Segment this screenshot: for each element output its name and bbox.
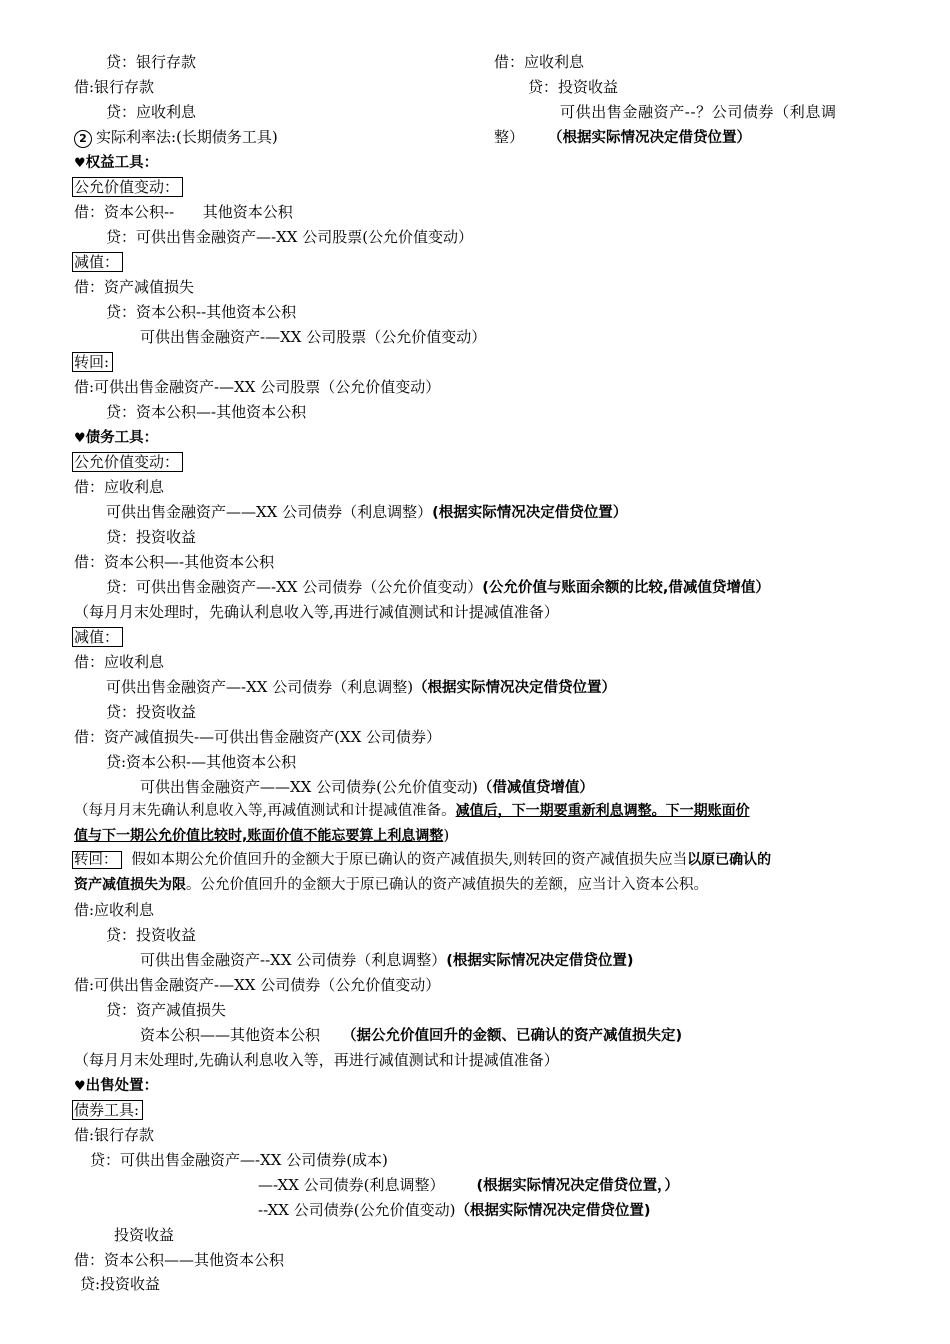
text-span: ) xyxy=(443,826,450,844)
bold-note: （根据实际情况决定借贷位置） xyxy=(413,680,617,696)
text-span: 可供出售金融资产--XX 公司债券（利息调整） xyxy=(140,951,447,969)
label-box: 债券工具: xyxy=(72,1100,143,1120)
text-line xyxy=(494,127,751,148)
text-line: 借:可供出售金融资产-—XX 公司债券（公允价值变动） xyxy=(74,976,441,994)
text-span: 假如本期公允价值回升的金额大于原已确认的资产减值损失,则转回的资产减值损失应当 xyxy=(131,852,688,868)
text-line xyxy=(74,875,708,895)
text-line: （每月月末处理时，先确认利息收入等,再进行减值测试和计提减值准备） xyxy=(74,603,559,621)
boxed-label xyxy=(72,1100,143,1120)
text-line xyxy=(140,950,634,971)
text-line xyxy=(140,1025,682,1046)
label-box: 转回： xyxy=(72,851,122,869)
text-line: 投资收益 xyxy=(114,1226,175,1244)
text-line xyxy=(106,577,770,598)
text-span: —-XX 公司债券(利息调整） xyxy=(258,1176,445,1194)
section-heading xyxy=(74,1075,158,1097)
text-span: 可供出售金融资产—-XX 公司债券（利息调整) xyxy=(106,678,414,696)
boxed-label xyxy=(72,252,123,272)
label-box: 转回: xyxy=(72,352,113,372)
label-box: 减值： xyxy=(72,252,123,272)
text-line xyxy=(106,677,616,698)
text-line: （每月月末处理时,先确认利息收入等，再进行减值测试和计提减值准备） xyxy=(74,1051,559,1069)
text-line xyxy=(258,1200,651,1221)
text-line: 贷：资本公积—-其他资本公积 xyxy=(106,403,307,421)
bold-note: 以原已确认的 xyxy=(687,852,772,868)
text-span: 贷：可供出售金融资产—-XX 公司债券（公允价值变动） xyxy=(106,578,483,596)
text-line: 贷：投资收益 xyxy=(106,703,197,721)
text-line: 贷：投资收益 xyxy=(106,926,197,944)
text-line: 贷：资产减值损失 xyxy=(106,1001,227,1019)
label-box: 公允价值变动： xyxy=(72,177,183,197)
text-span: 可供出售金融资产——XX 公司债券(公允价值变动) xyxy=(140,778,478,796)
boxed-label xyxy=(72,452,183,472)
text-line xyxy=(74,127,278,148)
text-line xyxy=(72,850,771,870)
text-line: 借：应收利息 xyxy=(74,653,165,671)
heart-icon: ♥ xyxy=(74,156,86,171)
text-line: 贷：可供出售金融资产—-XX 公司债券(成本) xyxy=(90,1151,388,1169)
text-line: 贷:资本公积-—其他资本公积 xyxy=(106,753,297,771)
section-heading xyxy=(74,152,158,174)
text-line: 贷：投资收益 xyxy=(106,528,197,546)
heading-text: 出售处置： xyxy=(85,1078,159,1094)
bold-note: 资产减值损失为限 xyxy=(74,877,186,893)
text-line: 可供出售金融资产-—XX 公司股票（公允价值变动） xyxy=(140,328,487,346)
text-line: 贷：投资收益 xyxy=(528,78,619,96)
bold-note: 减值后，下一期要重新利息调整。下一期账面价 xyxy=(455,803,750,819)
label-box: 公允价值变动： xyxy=(72,452,183,472)
heart-icon: ♥ xyxy=(74,1079,86,1094)
text-line xyxy=(74,825,449,846)
boxed-label xyxy=(72,177,183,197)
text-line: 贷：银行存款 xyxy=(106,53,197,71)
text-line: 贷：可供出售金融资产—-XX 公司股票(公允价值变动） xyxy=(106,228,474,246)
text-span: （每月月末先确认利息收入等,再减值测试和计提减值准备。 xyxy=(74,803,456,819)
text-line: 借：应收利息 xyxy=(494,53,585,71)
bold-note: （根据实际情况决定借贷位置) xyxy=(455,1203,651,1219)
text-span: 资本公积——其他资本公积 xyxy=(140,1026,321,1044)
bold-note: (根据实际情况决定借贷位置） xyxy=(432,505,628,521)
boxed-label xyxy=(72,627,123,647)
text-line: 借：应收利息 xyxy=(74,478,165,496)
heading-text: 权益工具： xyxy=(85,155,159,171)
text-line: 借:可供出售金融资产-—XX 公司股票（公允价值变动） xyxy=(74,378,441,396)
bold-note: （据公允价值回升的金额、已确认的资产减值损失定) xyxy=(342,1028,683,1044)
text-line: 可供出售金融资产--？公司债券（利息调 xyxy=(560,103,837,121)
text-line: 借：资本公积——其他资本公积 xyxy=(74,1251,285,1269)
boxed-label xyxy=(72,352,113,372)
circled-number: 2 xyxy=(74,130,92,148)
text-line xyxy=(140,777,594,798)
text-line: 贷：应收利息 xyxy=(106,103,197,121)
text-span: 。公允价值回升的金额大于原已确认的资产减值损失的差额，应当计入资本公积。 xyxy=(186,877,708,893)
text-line: 借:银行存款 xyxy=(74,1126,155,1144)
text-span: 整） xyxy=(494,128,525,146)
bold-note: 值与下一期公允价值比较时,账面价值不能忘要算上利息调整 xyxy=(74,828,444,844)
text-span: 实际利率法:(长期债务工具) xyxy=(96,128,278,146)
bold-note: (根据实际情况决定借贷位置，） xyxy=(476,1178,679,1194)
label-box: 减值： xyxy=(72,627,123,647)
heading-text: 债务工具： xyxy=(85,430,159,446)
text-line: 借：资本公积-- 其他资本公积 xyxy=(74,203,293,221)
text-line: 贷：资本公积--其他资本公积 xyxy=(106,303,297,321)
section-heading xyxy=(74,427,158,449)
bold-note: （借减值贷增值） xyxy=(477,780,594,796)
text-line xyxy=(106,502,627,523)
text-line: 借:银行存款 xyxy=(74,78,155,96)
text-line: 借：资产减值损失-—可供出售金融资产(XX 公司债券） xyxy=(74,728,442,746)
text-line: 借：资本公积—-其他资本公积 xyxy=(74,553,275,571)
bold-note: (根据实际情况决定借贷位置) xyxy=(446,953,634,969)
text-span: --XX 公司债券(公允价值变动) xyxy=(258,1201,456,1219)
bold-note: （根据实际情况决定借贷位置） xyxy=(548,130,752,146)
text-line: 借：资产减值损失 xyxy=(74,278,195,296)
text-line: 借:应收利息 xyxy=(74,901,155,919)
text-line xyxy=(258,1175,679,1196)
text-line: 贷:投资收益 xyxy=(80,1275,161,1293)
heart-icon: ♥ xyxy=(74,431,86,446)
bold-note: (公允价值与账面余额的比较,借减值贷增值） xyxy=(482,580,770,596)
text-line xyxy=(74,801,750,821)
text-span: 可供出售金融资产——XX 公司债券（利息调整） xyxy=(106,503,433,521)
